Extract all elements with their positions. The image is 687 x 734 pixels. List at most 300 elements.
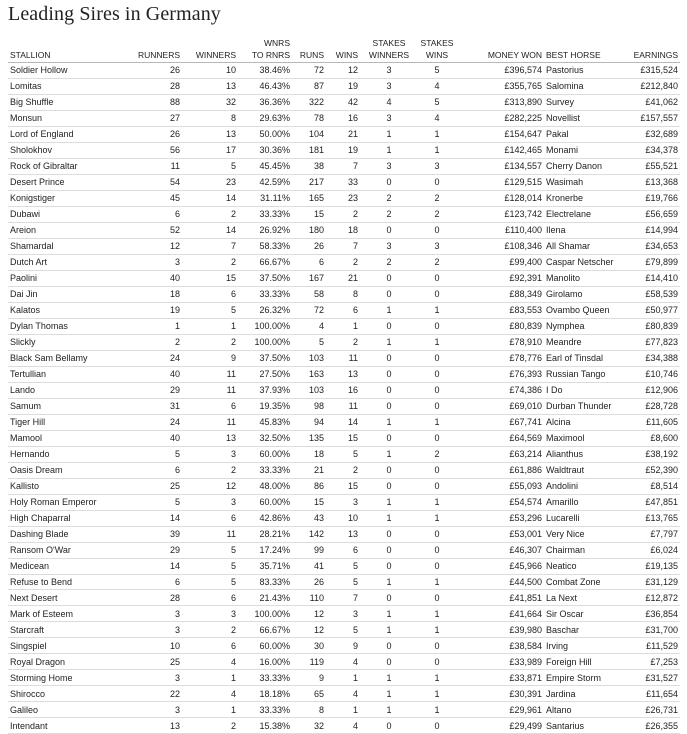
cell-winners: 10 bbox=[182, 63, 238, 79]
table-row bbox=[8, 638, 680, 654]
cell-stallion: Monsun bbox=[8, 110, 118, 126]
cell-wins: 6 bbox=[326, 302, 360, 318]
cell-stakes-winners: 0 bbox=[360, 542, 418, 558]
cell-earnings: £7,253 bbox=[628, 654, 680, 670]
cell-stallion: Mamool bbox=[8, 430, 118, 446]
cell-winners: 6 bbox=[182, 590, 238, 606]
cell-stakes-wins: 1 bbox=[418, 622, 456, 638]
cell-runs: 103 bbox=[292, 350, 326, 366]
cell-best-horse: Pastorius bbox=[544, 63, 628, 79]
cell-money-won: £128,014 bbox=[456, 190, 544, 206]
cell-wnrs-to-rnrs: 46.43% bbox=[238, 78, 292, 94]
cell-earnings: £56,659 bbox=[628, 206, 680, 222]
cell-earnings: £6,024 bbox=[628, 542, 680, 558]
cell-winners: 2 bbox=[182, 254, 238, 270]
cell-earnings: £11,529 bbox=[628, 638, 680, 654]
cell-money-won: £74,386 bbox=[456, 382, 544, 398]
cell-wins: 2 bbox=[326, 462, 360, 478]
cell-stallion: Next Desert bbox=[8, 590, 118, 606]
cell-winners: 5 bbox=[182, 542, 238, 558]
cell-runners: 12 bbox=[118, 238, 182, 254]
cell-stakes-winners: 3 bbox=[360, 78, 418, 94]
cell-earnings: £41,062 bbox=[628, 94, 680, 110]
cell-runs: 18 bbox=[292, 446, 326, 462]
cell-wnrs-to-rnrs: 33.33% bbox=[238, 206, 292, 222]
cell-stakes-wins: 0 bbox=[418, 174, 456, 190]
cell-stallion: Holy Roman Emperor bbox=[8, 494, 118, 510]
column-header-line1: WNRS bbox=[264, 38, 290, 48]
cell-wnrs-to-rnrs: 37.50% bbox=[238, 350, 292, 366]
cell-money-won: £55,093 bbox=[456, 478, 544, 494]
cell-wins: 1 bbox=[326, 670, 360, 686]
cell-wins: 10 bbox=[326, 510, 360, 526]
column-header-earnings bbox=[628, 37, 680, 63]
column-header-line2: MONEY WON bbox=[487, 50, 542, 60]
cell-best-horse: Alianthus bbox=[544, 446, 628, 462]
table-row bbox=[8, 286, 680, 302]
table-row bbox=[8, 158, 680, 174]
cell-stakes-wins: 0 bbox=[418, 398, 456, 414]
table-body bbox=[8, 63, 680, 734]
cell-stakes-winners: 2 bbox=[360, 206, 418, 222]
cell-runs: 163 bbox=[292, 366, 326, 382]
cell-stallion: Konigstiger bbox=[8, 190, 118, 206]
cell-stallion: Dai Jin bbox=[8, 286, 118, 302]
cell-stakes-wins: 0 bbox=[418, 558, 456, 574]
cell-stakes-wins: 1 bbox=[418, 414, 456, 430]
cell-wnrs-to-rnrs: 60.00% bbox=[238, 494, 292, 510]
cell-earnings: £11,605 bbox=[628, 414, 680, 430]
cell-runners: 39 bbox=[118, 526, 182, 542]
cell-winners: 9 bbox=[182, 350, 238, 366]
cell-runs: 86 bbox=[292, 478, 326, 494]
cell-stakes-wins: 1 bbox=[418, 510, 456, 526]
cell-stakes-wins: 5 bbox=[418, 63, 456, 79]
cell-runners: 3 bbox=[118, 254, 182, 270]
cell-wins: 21 bbox=[326, 270, 360, 286]
cell-stakes-wins: 0 bbox=[418, 222, 456, 238]
cell-runners: 3 bbox=[118, 606, 182, 622]
cell-runners: 24 bbox=[118, 350, 182, 366]
cell-stallion: Galileo bbox=[8, 702, 118, 718]
table-row bbox=[8, 222, 680, 238]
cell-wins: 12 bbox=[326, 63, 360, 79]
cell-money-won: £41,851 bbox=[456, 590, 544, 606]
cell-runners: 14 bbox=[118, 558, 182, 574]
cell-stallion: Medicean bbox=[8, 558, 118, 574]
cell-stakes-winners: 1 bbox=[360, 622, 418, 638]
cell-stakes-winners: 2 bbox=[360, 254, 418, 270]
table-row bbox=[8, 622, 680, 638]
cell-money-won: £110,400 bbox=[456, 222, 544, 238]
cell-money-won: £92,391 bbox=[456, 270, 544, 286]
cell-winners: 23 bbox=[182, 174, 238, 190]
cell-stakes-winners: 1 bbox=[360, 574, 418, 590]
cell-best-horse: Irving bbox=[544, 638, 628, 654]
table-row bbox=[8, 590, 680, 606]
column-header-wnrs-to-rnrs bbox=[238, 37, 292, 63]
cell-stakes-wins: 0 bbox=[418, 366, 456, 382]
cell-earnings: £26,731 bbox=[628, 702, 680, 718]
cell-earnings: £19,766 bbox=[628, 190, 680, 206]
cell-money-won: £69,010 bbox=[456, 398, 544, 414]
cell-stakes-winners: 0 bbox=[360, 526, 418, 542]
cell-stakes-winners: 2 bbox=[360, 190, 418, 206]
table-row bbox=[8, 430, 680, 446]
cell-best-horse: Waldtraut bbox=[544, 462, 628, 478]
cell-wnrs-to-rnrs: 33.33% bbox=[238, 462, 292, 478]
cell-runners: 1 bbox=[118, 318, 182, 334]
column-header-line2: RUNNERS bbox=[137, 50, 180, 60]
cell-winners: 6 bbox=[182, 286, 238, 302]
cell-wins: 16 bbox=[326, 382, 360, 398]
table-row bbox=[8, 270, 680, 286]
column-header-line2: WINNERS bbox=[368, 50, 410, 60]
table-row bbox=[8, 574, 680, 590]
cell-stakes-winners: 0 bbox=[360, 654, 418, 670]
cell-runners: 26 bbox=[118, 126, 182, 142]
cell-money-won: £88,349 bbox=[456, 286, 544, 302]
cell-runners: 2 bbox=[118, 334, 182, 350]
cell-best-horse: Earl of Tinsdal bbox=[544, 350, 628, 366]
cell-stakes-wins: 0 bbox=[418, 382, 456, 398]
table-row bbox=[8, 526, 680, 542]
cell-stakes-winners: 1 bbox=[360, 446, 418, 462]
cell-stallion: Starcraft bbox=[8, 622, 118, 638]
cell-best-horse: Survey bbox=[544, 94, 628, 110]
cell-wins: 18 bbox=[326, 222, 360, 238]
cell-wins: 5 bbox=[326, 558, 360, 574]
cell-earnings: £34,388 bbox=[628, 350, 680, 366]
cell-wnrs-to-rnrs: 37.93% bbox=[238, 382, 292, 398]
cell-runs: 103 bbox=[292, 382, 326, 398]
cell-runs: 6 bbox=[292, 254, 326, 270]
cell-money-won: £80,839 bbox=[456, 318, 544, 334]
cell-stakes-wins: 4 bbox=[418, 110, 456, 126]
cell-money-won: £53,296 bbox=[456, 510, 544, 526]
cell-stakes-wins: 0 bbox=[418, 270, 456, 286]
cell-stakes-wins: 0 bbox=[418, 478, 456, 494]
table-row bbox=[8, 206, 680, 222]
cell-money-won: £39,980 bbox=[456, 622, 544, 638]
cell-wins: 7 bbox=[326, 238, 360, 254]
cell-earnings: £32,689 bbox=[628, 126, 680, 142]
cell-earnings: £47,851 bbox=[628, 494, 680, 510]
cell-stakes-winners: 0 bbox=[360, 366, 418, 382]
cell-runs: 110 bbox=[292, 590, 326, 606]
cell-wnrs-to-rnrs: 29.63% bbox=[238, 110, 292, 126]
cell-earnings: £31,700 bbox=[628, 622, 680, 638]
cell-winners: 1 bbox=[182, 318, 238, 334]
cell-earnings: £55,521 bbox=[628, 158, 680, 174]
table-row bbox=[8, 350, 680, 366]
cell-runners: 31 bbox=[118, 398, 182, 414]
cell-best-horse: Chairman bbox=[544, 542, 628, 558]
column-header-stallion bbox=[8, 37, 118, 63]
cell-earnings: £34,378 bbox=[628, 142, 680, 158]
cell-earnings: £13,765 bbox=[628, 510, 680, 526]
cell-earnings: £19,135 bbox=[628, 558, 680, 574]
cell-runs: 94 bbox=[292, 414, 326, 430]
cell-winners: 11 bbox=[182, 382, 238, 398]
cell-runs: 32 bbox=[292, 718, 326, 734]
cell-money-won: £123,742 bbox=[456, 206, 544, 222]
cell-stallion: Lando bbox=[8, 382, 118, 398]
cell-winners: 14 bbox=[182, 190, 238, 206]
cell-best-horse: Very Nice bbox=[544, 526, 628, 542]
cell-stakes-winners: 0 bbox=[360, 478, 418, 494]
cell-earnings: £26,355 bbox=[628, 718, 680, 734]
cell-best-horse: Wasimah bbox=[544, 174, 628, 190]
cell-stakes-wins: 2 bbox=[418, 446, 456, 462]
cell-wnrs-to-rnrs: 30.36% bbox=[238, 142, 292, 158]
cell-stallion: Lomitas bbox=[8, 78, 118, 94]
cell-wnrs-to-rnrs: 16.00% bbox=[238, 654, 292, 670]
cell-winners: 8 bbox=[182, 110, 238, 126]
cell-wnrs-to-rnrs: 66.67% bbox=[238, 254, 292, 270]
cell-stakes-winners: 0 bbox=[360, 286, 418, 302]
cell-best-horse: Empire Storm bbox=[544, 670, 628, 686]
column-header-line2: WINS bbox=[335, 50, 358, 60]
cell-wins: 2 bbox=[326, 206, 360, 222]
column-header-line1: STAKES bbox=[420, 38, 454, 48]
cell-earnings: £80,839 bbox=[628, 318, 680, 334]
cell-runners: 10 bbox=[118, 638, 182, 654]
cell-money-won: £61,886 bbox=[456, 462, 544, 478]
cell-wins: 7 bbox=[326, 590, 360, 606]
cell-stallion: Singspiel bbox=[8, 638, 118, 654]
cell-wnrs-to-rnrs: 38.46% bbox=[238, 63, 292, 79]
cell-winners: 15 bbox=[182, 270, 238, 286]
cell-winners: 5 bbox=[182, 158, 238, 174]
cell-stakes-winners: 1 bbox=[360, 494, 418, 510]
column-header-runners bbox=[118, 37, 182, 63]
cell-wins: 13 bbox=[326, 526, 360, 542]
cell-winners: 1 bbox=[182, 670, 238, 686]
cell-earnings: £315,524 bbox=[628, 63, 680, 79]
cell-best-horse: Sir Oscar bbox=[544, 606, 628, 622]
cell-runners: 14 bbox=[118, 510, 182, 526]
cell-stakes-wins: 1 bbox=[418, 670, 456, 686]
cell-winners: 5 bbox=[182, 574, 238, 590]
cell-money-won: £53,001 bbox=[456, 526, 544, 542]
cell-stakes-winners: 0 bbox=[360, 590, 418, 606]
cell-winners: 1 bbox=[182, 702, 238, 718]
cell-stallion: Ransom O'War bbox=[8, 542, 118, 558]
cell-runners: 40 bbox=[118, 366, 182, 382]
cell-runners: 29 bbox=[118, 542, 182, 558]
cell-money-won: £76,393 bbox=[456, 366, 544, 382]
cell-wins: 11 bbox=[326, 350, 360, 366]
cell-stakes-wins: 1 bbox=[418, 702, 456, 718]
cell-runners: 5 bbox=[118, 494, 182, 510]
cell-runs: 8 bbox=[292, 702, 326, 718]
cell-stakes-winners: 0 bbox=[360, 222, 418, 238]
column-header-line2: EARNINGS bbox=[633, 50, 678, 60]
cell-wnrs-to-rnrs: 48.00% bbox=[238, 478, 292, 494]
cell-wins: 5 bbox=[326, 574, 360, 590]
table-row bbox=[8, 398, 680, 414]
cell-wins: 23 bbox=[326, 190, 360, 206]
cell-stallion: Tertullian bbox=[8, 366, 118, 382]
cell-runs: 15 bbox=[292, 206, 326, 222]
cell-runs: 119 bbox=[292, 654, 326, 670]
cell-earnings: £77,823 bbox=[628, 334, 680, 350]
cell-best-horse: Salomina bbox=[544, 78, 628, 94]
cell-wnrs-to-rnrs: 21.43% bbox=[238, 590, 292, 606]
cell-best-horse: Girolamo bbox=[544, 286, 628, 302]
cell-runners: 45 bbox=[118, 190, 182, 206]
cell-money-won: £38,584 bbox=[456, 638, 544, 654]
cell-earnings: £38,192 bbox=[628, 446, 680, 462]
cell-best-horse: Combat Zone bbox=[544, 574, 628, 590]
cell-stakes-winners: 0 bbox=[360, 638, 418, 654]
cell-best-horse: Pakal bbox=[544, 126, 628, 142]
cell-runners: 6 bbox=[118, 206, 182, 222]
column-header-wins bbox=[326, 37, 360, 63]
cell-wins: 9 bbox=[326, 638, 360, 654]
cell-stallion: Sholokhov bbox=[8, 142, 118, 158]
cell-best-horse: Durban Thunder bbox=[544, 398, 628, 414]
cell-stallion: Lord of England bbox=[8, 126, 118, 142]
cell-wins: 1 bbox=[326, 702, 360, 718]
cell-wnrs-to-rnrs: 35.71% bbox=[238, 558, 292, 574]
cell-earnings: £34,653 bbox=[628, 238, 680, 254]
cell-runners: 3 bbox=[118, 670, 182, 686]
cell-wnrs-to-rnrs: 37.50% bbox=[238, 270, 292, 286]
cell-winners: 2 bbox=[182, 206, 238, 222]
cell-stakes-wins: 0 bbox=[418, 462, 456, 478]
cell-stakes-wins: 2 bbox=[418, 254, 456, 270]
cell-winners: 5 bbox=[182, 302, 238, 318]
cell-wnrs-to-rnrs: 26.92% bbox=[238, 222, 292, 238]
cell-wnrs-to-rnrs: 32.50% bbox=[238, 430, 292, 446]
cell-runs: 87 bbox=[292, 78, 326, 94]
cell-winners: 2 bbox=[182, 334, 238, 350]
cell-stakes-wins: 2 bbox=[418, 190, 456, 206]
column-header-stakes-wins bbox=[418, 37, 456, 63]
cell-stakes-wins: 4 bbox=[418, 78, 456, 94]
cell-money-won: £108,346 bbox=[456, 238, 544, 254]
cell-wins: 42 bbox=[326, 94, 360, 110]
cell-wins: 1 bbox=[326, 318, 360, 334]
cell-runs: 217 bbox=[292, 174, 326, 190]
cell-stakes-wins: 2 bbox=[418, 206, 456, 222]
cell-runners: 18 bbox=[118, 286, 182, 302]
cell-wins: 2 bbox=[326, 334, 360, 350]
column-header-money-won bbox=[456, 37, 544, 63]
cell-stallion: Desert Prince bbox=[8, 174, 118, 190]
cell-best-horse: Amarillo bbox=[544, 494, 628, 510]
table-row bbox=[8, 174, 680, 190]
cell-best-horse: Baschar bbox=[544, 622, 628, 638]
header-row bbox=[8, 37, 680, 63]
cell-runs: 104 bbox=[292, 126, 326, 142]
cell-stakes-wins: 5 bbox=[418, 94, 456, 110]
cell-earnings: £10,746 bbox=[628, 366, 680, 382]
cell-best-horse: Ilena bbox=[544, 222, 628, 238]
cell-stakes-winners: 0 bbox=[360, 174, 418, 190]
cell-winners: 6 bbox=[182, 638, 238, 654]
cell-runs: 21 bbox=[292, 462, 326, 478]
cell-earnings: £12,906 bbox=[628, 382, 680, 398]
cell-money-won: £78,910 bbox=[456, 334, 544, 350]
cell-wnrs-to-rnrs: 27.50% bbox=[238, 366, 292, 382]
cell-winners: 3 bbox=[182, 494, 238, 510]
cell-runners: 25 bbox=[118, 478, 182, 494]
table-row bbox=[8, 462, 680, 478]
cell-stakes-wins: 1 bbox=[418, 126, 456, 142]
cell-earnings: £52,390 bbox=[628, 462, 680, 478]
cell-money-won: £355,765 bbox=[456, 78, 544, 94]
cell-stallion: Samum bbox=[8, 398, 118, 414]
cell-stakes-winners: 3 bbox=[360, 238, 418, 254]
cell-runs: 135 bbox=[292, 430, 326, 446]
cell-stallion: Tiger Hill bbox=[8, 414, 118, 430]
cell-wins: 3 bbox=[326, 606, 360, 622]
cell-stakes-wins: 1 bbox=[418, 606, 456, 622]
cell-stakes-wins: 3 bbox=[418, 238, 456, 254]
table-row bbox=[8, 718, 680, 734]
cell-stallion: Rock of Gibraltar bbox=[8, 158, 118, 174]
table-row bbox=[8, 78, 680, 94]
cell-wins: 7 bbox=[326, 158, 360, 174]
cell-stakes-wins: 3 bbox=[418, 158, 456, 174]
cell-runners: 88 bbox=[118, 94, 182, 110]
cell-stallion: High Chaparral bbox=[8, 510, 118, 526]
cell-winners: 2 bbox=[182, 462, 238, 478]
cell-wins: 4 bbox=[326, 718, 360, 734]
table-row bbox=[8, 366, 680, 382]
table-row bbox=[8, 190, 680, 206]
cell-wnrs-to-rnrs: 42.59% bbox=[238, 174, 292, 190]
cell-winners: 32 bbox=[182, 94, 238, 110]
table-row bbox=[8, 238, 680, 254]
cell-wnrs-to-rnrs: 33.33% bbox=[238, 702, 292, 718]
cell-stakes-winners: 3 bbox=[360, 110, 418, 126]
cell-stakes-winners: 0 bbox=[360, 558, 418, 574]
cell-winners: 17 bbox=[182, 142, 238, 158]
cell-earnings: £157,557 bbox=[628, 110, 680, 126]
cell-best-horse: Novellist bbox=[544, 110, 628, 126]
cell-stallion: Areion bbox=[8, 222, 118, 238]
table-row bbox=[8, 606, 680, 622]
table-row bbox=[8, 686, 680, 702]
cell-stakes-wins: 1 bbox=[418, 334, 456, 350]
cell-money-won: £154,647 bbox=[456, 126, 544, 142]
cell-stakes-winners: 1 bbox=[360, 670, 418, 686]
cell-wnrs-to-rnrs: 18.18% bbox=[238, 686, 292, 702]
cell-money-won: £29,499 bbox=[456, 718, 544, 734]
table-row bbox=[8, 382, 680, 398]
cell-runners: 27 bbox=[118, 110, 182, 126]
cell-stakes-winners: 4 bbox=[360, 94, 418, 110]
cell-winners: 13 bbox=[182, 430, 238, 446]
cell-stallion: Kallisto bbox=[8, 478, 118, 494]
cell-runners: 3 bbox=[118, 702, 182, 718]
table-header bbox=[8, 37, 680, 63]
cell-money-won: £282,225 bbox=[456, 110, 544, 126]
cell-stallion: Refuse to Bend bbox=[8, 574, 118, 590]
cell-stakes-winners: 0 bbox=[360, 270, 418, 286]
cell-stakes-winners: 1 bbox=[360, 686, 418, 702]
cell-stakes-winners: 1 bbox=[360, 702, 418, 718]
cell-wins: 33 bbox=[326, 174, 360, 190]
cell-runners: 19 bbox=[118, 302, 182, 318]
cell-runners: 56 bbox=[118, 142, 182, 158]
cell-stakes-wins: 0 bbox=[418, 542, 456, 558]
cell-best-horse: Jardina bbox=[544, 686, 628, 702]
